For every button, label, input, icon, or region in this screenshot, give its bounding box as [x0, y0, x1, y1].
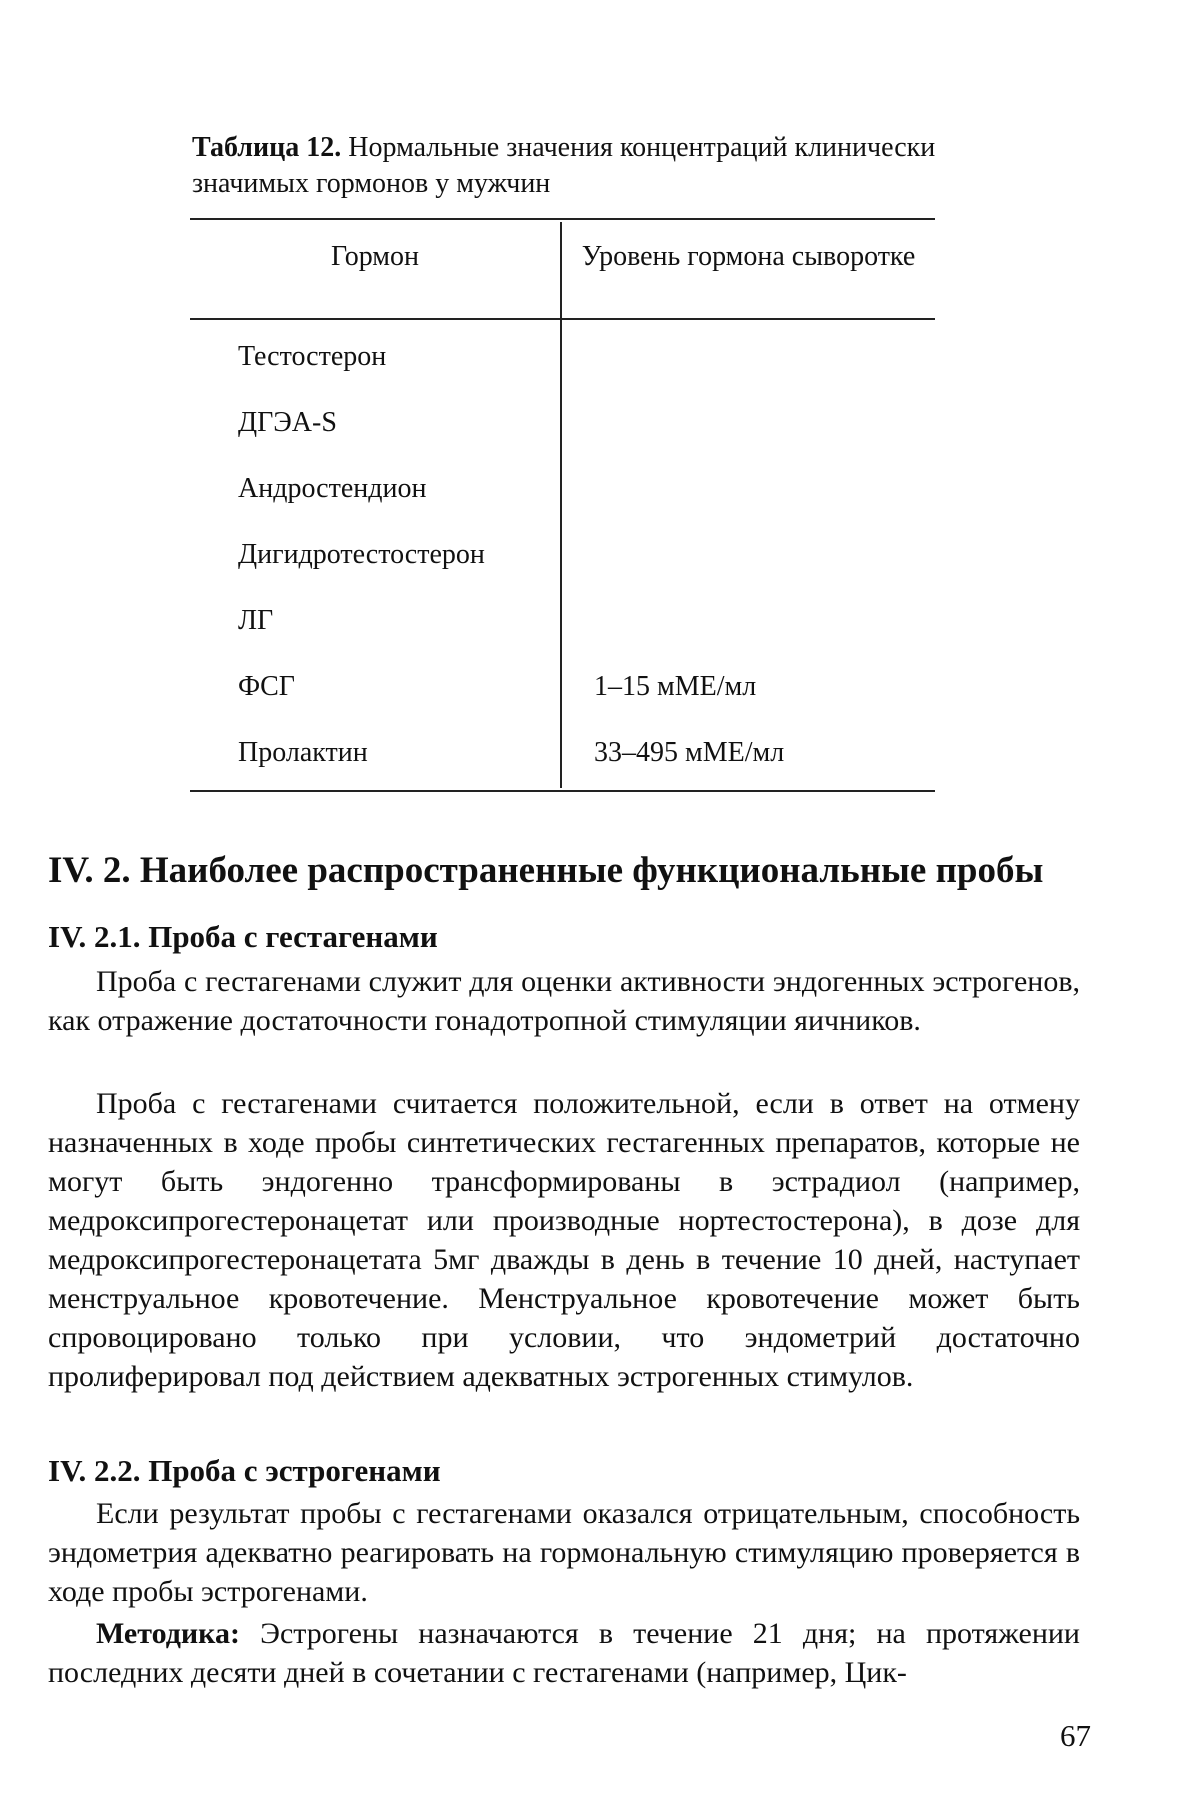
table-cell-hormone: ЛГ [238, 605, 274, 636]
table-top-rule [190, 218, 935, 220]
table-header-level: Уровень гормона сыворотке [581, 241, 916, 272]
paragraph: Если результат пробы с гестагенами оказался отрицательным, способность эндометрия адекватно реагировать на гормональную стимуляцию проверяется в ходе пробы эстрогенами. [48, 1497, 1080, 1608]
table-cell-level: 1–15 мМЕ/мл [594, 671, 757, 702]
table-cell-hormone: Тестостерон [238, 341, 387, 372]
page-number: 67 [1060, 1718, 1091, 1753]
method-text: Эстрогены назначаются в течение 21 дня; на протяжении последних десяти дней в сочетании с гестагенами (например, Цик- [48, 1617, 1080, 1689]
table-cell-hormone: Дигидротестостерон [238, 539, 485, 570]
table-row [190, 538, 935, 604]
paragraph-method [48, 1614, 1080, 1692]
table-caption [192, 130, 952, 202]
table-cell-hormone: ФСГ [238, 671, 295, 702]
table-caption-text: Нормальные значения концентраций клинически значимых гормонов у мужчин [192, 132, 936, 199]
table-cell-level: 33–495 мМЕ/мл [594, 737, 785, 768]
table-header-rule [190, 318, 935, 320]
table-cell-hormone: Пролактин [238, 737, 368, 768]
table-caption-label: Таблица 12. [192, 132, 342, 163]
paragraph: Проба с гестагенами служит для оценки активности эндогенных эстрогенов, как отражение достаточности гонадотропной стимуляции яичников. [48, 965, 1080, 1037]
table-cell-hormone: Андростендион [238, 473, 427, 504]
table-row [190, 406, 935, 472]
subsection-heading-estrogen: IV. 2.2. Проба с эстрогенами [48, 1453, 441, 1488]
subsection-heading-gestagen: IV. 2.1. Проба с гестагенами [48, 919, 438, 954]
table-row [190, 340, 935, 406]
hormone-table [190, 218, 935, 798]
paragraph: Проба с гестагенами считается положительной, если в ответ на отмену назначенных в ходе пробы синтетических гестагенных препаратов, которые не могут быть эндогенно трансформированы в эстрадиол (например, медроксипрогестеронацетат или производные нортестостерона), в дозе для медроксипрогестеронацетата 5мг дважды в день в течение 10 дней, наступает менструальное кровотечение. Менструальное кровотечение может быть спровоцировано только при условии, что эндометрий достаточно пролиферировал под действием адекватных эстрогенных стимулов. [48, 1087, 1080, 1393]
table-cell-hormone: ДГЭА-S [238, 407, 337, 438]
table-row [190, 604, 935, 670]
table-row [190, 736, 935, 802]
method-label: Методика: [96, 1617, 240, 1650]
table-header-hormone: Гормон [330, 241, 419, 272]
table-row [190, 670, 935, 736]
section-heading: IV. 2. Наиболее распространенные функциональные пробы [48, 850, 1044, 891]
table-bottom-rule [190, 790, 935, 792]
table-row [190, 472, 935, 538]
